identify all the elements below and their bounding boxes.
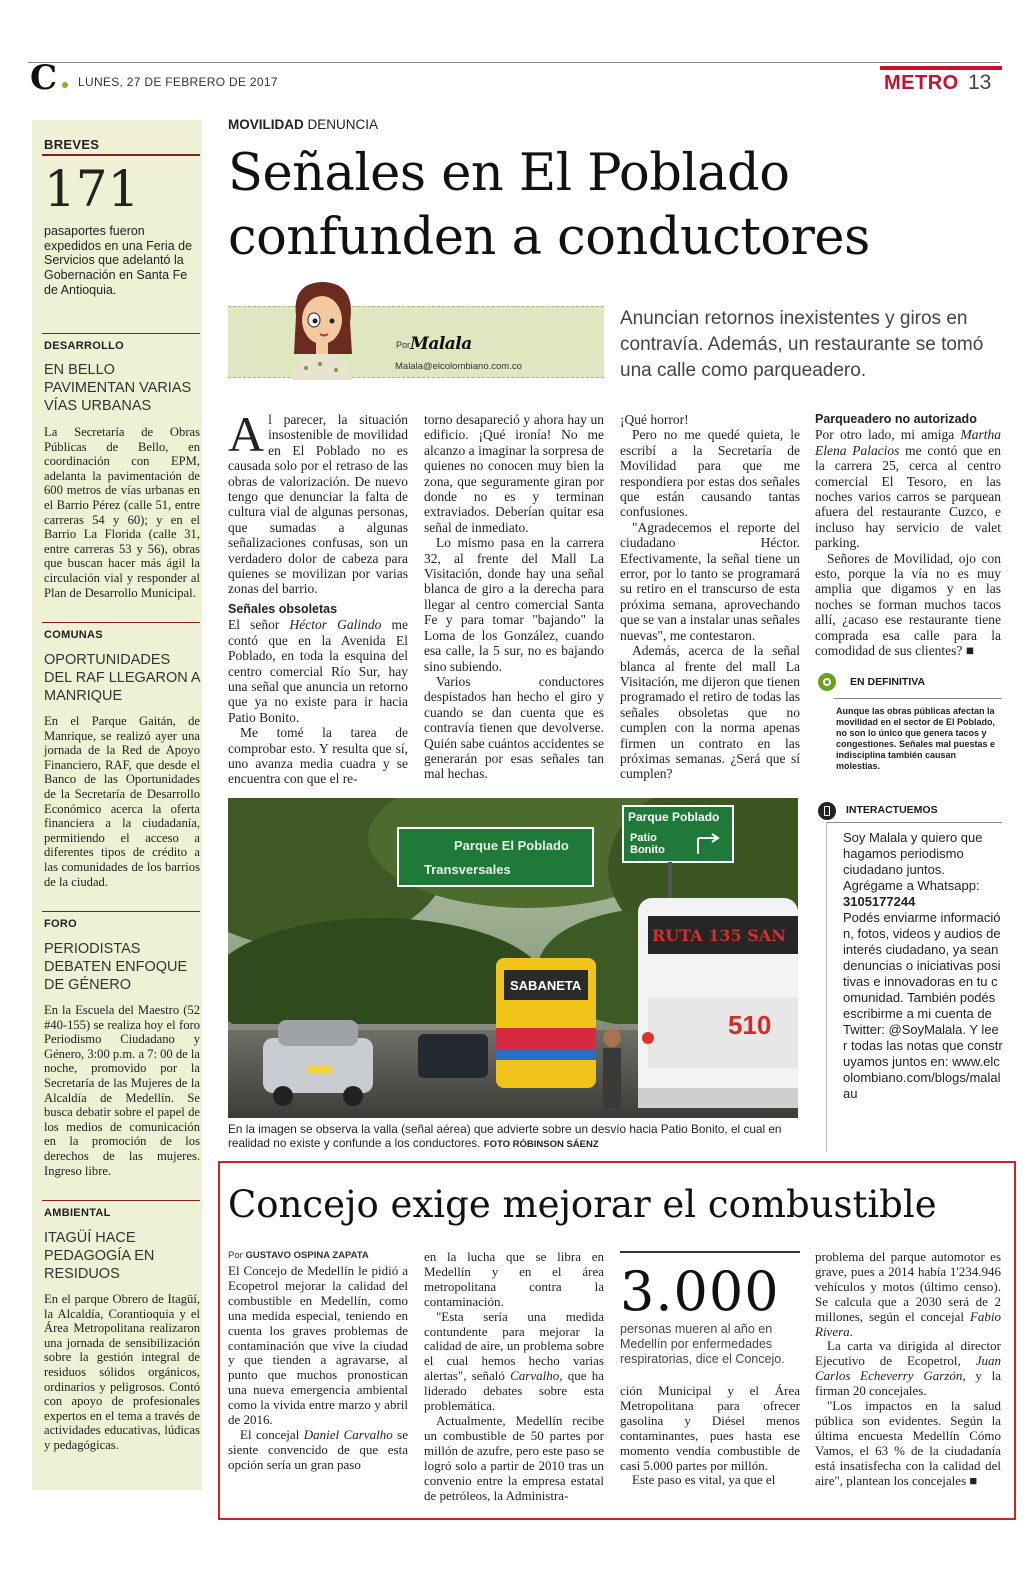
en-definitiva-rule	[834, 698, 1002, 699]
bus-label-sabaneta: SABANETA	[510, 978, 582, 993]
logo-dot-icon	[62, 82, 68, 88]
brief-body: En el parque Obrero de Itagüí, la Alcaldía, Corantioquia y el Área Metropolitana realizaron una jornada de sensibilización sobre la gestión integral de residuos sólidos orgánicos, ordinarios y peligrosos. Contó con apoyo de profesionales expertos en el tema a través de actividades educativas, lúdicas y pedagógicas.	[44, 1292, 200, 1452]
sign-text-bonito: Bonito	[630, 844, 665, 856]
kicker-section: MOVILIDAD	[228, 117, 304, 132]
paragraph-text: .	[849, 1323, 853, 1339]
paragraph-text: , y la firman 20 concejales.	[815, 1368, 1001, 1399]
interactuemos-text: Podés enviarme información, fotos, videos y audios de interés ciudadano, ya sean denuncias o iniciativas positivas e innovadoras en tu comunidad. También podés escribirme a mi cuenta de Twitter: @SoyMalala. Y leer todas las notas que construyamos juntos en: www.elcolombiano.com/blogs/malalau	[843, 910, 1003, 1101]
subheading: Parqueadero no autorizado	[815, 412, 977, 426]
paragraph-text: , que ha liderado debates sobre esta problemática.	[424, 1368, 604, 1414]
briefs-rule	[42, 154, 200, 156]
interactuemos-body	[843, 830, 1003, 1102]
paragraph: Señores de Movilidad, ojo con esto, porque la vía no es muy amplia que digamos y en las noches se forman muchos tacos allí, ¿acaso ese restaurante tiene comprada esa calle para la comodidad de sus clientes? ■	[815, 550, 1001, 659]
secondary-column-3	[620, 1384, 800, 1488]
malala-avatar-illustration	[282, 276, 362, 380]
page-number: 13	[968, 71, 992, 94]
brief-title: EN BELLO PAVIMENTAN VARIAS VÍAS URBANAS	[44, 362, 192, 414]
briefs-big-number: 171	[44, 160, 140, 218]
brief-title: ITAGÜÍ HACE PEDAGOGÍA EN RESIDUOS	[44, 1230, 155, 1282]
brief-title: OPORTUNIDADES DEL RAF LLEGARON A MANRIQUE	[44, 652, 200, 704]
brief-category: FORO	[44, 918, 77, 930]
byline-name: Malala	[410, 334, 472, 354]
paragraph-text: se siente convencido de que esta opción sería un gran paso	[228, 1426, 408, 1472]
byline-email: Malala@elcolombiano.com.co	[395, 361, 522, 372]
person-name: Daniel Carvalho	[303, 1426, 393, 1442]
paragraph-text: Por otro lado, mi amiga	[815, 427, 961, 443]
article-headline: Señales en El Poblado confunden a conductores	[228, 144, 870, 267]
article-column-3	[620, 412, 800, 782]
secondary-column-4	[815, 1250, 1001, 1489]
paragraph: Me tomé la tarea de comprobar esto. Y resulta que sí, uno avanza media cuadra y se encuentra con que el re-	[228, 725, 408, 787]
big-number: 3.000	[620, 1260, 780, 1323]
subheading: Señales obsoletas	[228, 601, 338, 616]
briefs-big-number-text: pasaportes fueron expedidos en una Feria de Servicios que adelantó la Gobernación en Santa Fe de Antioquia.	[44, 224, 193, 297]
big-number-rule	[620, 1251, 800, 1253]
byline-prefix: Por	[396, 340, 411, 350]
secondary-byline	[228, 1250, 369, 1261]
photo-caption	[228, 1122, 798, 1152]
paragraph-text: problema del parque automotor es grave, pues a 2014 había 1'234.946 vehículos y motos (último censo). Se calcula que a 2030 será de 2 millones, según el concejal	[815, 1249, 1001, 1324]
brief-rule	[42, 333, 200, 334]
paragraph: Actualmente, Medellín recibe un combustible de 50 partes por millón de azufre, pero este paso se logró solo a partir de 2010 tras un convenio entre la empresa estatal de petróleos, la Administra-	[424, 1412, 604, 1503]
brief-category: DESARROLLO	[44, 340, 124, 352]
paragraph: en la lucha que se libra en Medellín y en el área metropolitana contra la contaminación.	[424, 1249, 604, 1309]
paragraph: torno desapareció y ahora hay un edificio. ¡Qué ironía! No me alcanzo a imaginar la sorpresa de quienes no conocen muy bien la zona, que seguramente giran por donde no es y terminan extraviados. Deberían quitar esa señal de inmediato.	[424, 412, 604, 535]
sign-text-parque-poblado: Parque Poblado	[628, 810, 720, 824]
briefs-label: BREVES	[44, 137, 100, 152]
bus-number: 510	[728, 1010, 772, 1040]
brief-title: PERIODISTAS DEBATEN ENFOQUE DE GÉNERO	[44, 941, 188, 993]
secondary-headline: Concejo exige mejorar el combustible	[228, 1183, 937, 1226]
section-accent-bar	[880, 66, 1002, 70]
brief-category: COMUNAS	[44, 629, 103, 641]
phone-icon-screen	[824, 806, 830, 816]
drop-cap: A	[228, 406, 265, 462]
street-photo	[228, 798, 798, 1118]
article-kicker	[228, 117, 378, 132]
interactuemos-text: Soy Malala y quiero que hagamos periodismo ciudadano juntos. Agrégame a Whatsapp:	[843, 830, 983, 893]
en-definitiva-body: Aunque las obras públicas afectan la movilidad en el sector de El Poblado, no son lo único que genera tacos y congestiones. Señales mal puestas e indisciplina también causan molestias.	[836, 706, 996, 771]
paragraph: Pero no me quedé quieta, le escribí a la Secretaría de Movilidad para que me respondiera por estas dos señales que están causando tantas confusiones.	[620, 427, 800, 520]
en-definitiva-title: EN DEFINITIVA	[850, 676, 926, 688]
paragraph: "Agradecemos el reporte del ciudadano Héctor. Efectivamente, la señal tiene un error, por lo tanto se programará su retiro en el transcurso de esta próxima semana, aprovechando que se van a instalar unas señales nuevas", me contestaron.	[620, 519, 800, 643]
brief-body: La Secretaría de Obras Públicas de Bello, en coordinación con EPM, adelanta la pavimentación de 600 metros de vías urbanas en el Barrio Pérez (calle 51, entre carreras 54 y 60); y en el Barrio La Florida (calle 31, entre carreras 53 y 56), obras que buscan hacer más ágil la circulación vial y responder al Plan de Desarrollo Municipal.	[44, 425, 200, 600]
paragraph-text: "Esta sería una medida contundente para mejorar la calidad de aire, un problema sobre el cual hemos hecho varias alertas", señaló	[424, 1308, 604, 1384]
person-name: Martha Elena Palacios	[815, 427, 1001, 458]
en-definitiva-icon-inner	[823, 678, 831, 686]
paragraph-text: La carta va dirigida al director Ejecutivo de Ecopetrol,	[815, 1338, 1001, 1369]
bus-route-label: RUTA 135 SAN	[652, 926, 786, 945]
brief-rule	[42, 622, 200, 623]
paragraph: El Concejo de Medellín le pidió a Ecopetrol mejorar la calidad del combustible en Medellín, como una medida especial, teniendo en cuenta los graves problemas de contaminación que vive la ciudad y que tienden a agravarse, al punto que muchos pronostican una nueva emergencia ambiental como la vivida entre marzo y abril de 2016.	[228, 1263, 408, 1428]
interactuemos-rule	[826, 822, 1002, 823]
interactuemos-title: INTERACTUEMOS	[846, 804, 938, 816]
brief-rule	[42, 1200, 200, 1201]
person-name: Juan Carlos Echeverry Garzón	[815, 1353, 1001, 1384]
kicker-type: DENUNCIA	[307, 117, 379, 132]
paragraph-text: me contó que en la Avenida El Poblado, en toda la esquina del centro comercial Río Sur, hay una señal que anuncia un retorno que ya no existe para ir hacia Patio Bonito.	[228, 617, 408, 725]
paragraph: Este paso es vital, ya que el	[632, 1472, 776, 1488]
article-column-2	[424, 412, 604, 782]
person-name: Fabio Rivera	[815, 1308, 1001, 1339]
sign-text-transversales: Transversales	[424, 862, 511, 877]
byline-name: GUSTAVO OSPINA ZAPATA	[245, 1250, 369, 1261]
paragraph: ¡Qué horror!	[620, 412, 689, 427]
person-name: Héctor Galindo	[289, 617, 382, 633]
paragraph: ción Municipal y el Área Metropolitana para ofrecer gasolina y Diésel menos contaminantes, pues hasta ese momento vendía combustible de casi 5.000 partes por millón.	[620, 1383, 800, 1473]
paragraph: Varios conductores despistados han hecho el giro y cuando se dan cuenta que es contravía tienen que devolverse. Quién sabe cuántos accidentes se generarán por esas señales tan mal hechas.	[424, 673, 604, 782]
article-column-1	[228, 406, 408, 787]
header-rule	[28, 62, 1000, 63]
byline-prefix: Por	[228, 1250, 243, 1261]
paragraph-text: me contó que en la carrera 25, cerca al centro comercial El Tesoro, en las noches varios carros se parquean afuera del restaurante Cuzco, e incluso hay servicio de valet parking.	[815, 442, 1001, 551]
section-name: METRO	[884, 72, 959, 94]
issue-date: LUNES, 27 DE FEBRERO DE 2017	[78, 75, 278, 89]
photo-credit: FOTO RÓBINSON SÁENZ	[483, 1139, 599, 1150]
caption-text: En la imagen se observa la valla (señal aérea) que advierte sobre un desvío hacia Patio Bonito, el cual en realidad no existe y confunde a los conductores.	[228, 1122, 782, 1150]
brief-category: AMBIENTAL	[44, 1207, 111, 1219]
sign-text-patio: Patio	[630, 832, 657, 844]
whatsapp-number: 3105177244	[843, 894, 916, 909]
brief-body: En la Escuela del Maestro (52 #40-155) se realiza hoy el foro Periodismo Ciudadano y Género, 3:00 p.m. a 7: 00 de la noche, promovido por la Secretaría de las Mujeres de la Alcaldía de Medellín. Se busca debatir sobre el papel de los medios de comunicación en la promoción de los derechos de las mujeres. Ingreso libre.	[44, 1003, 200, 1178]
big-number-text: personas mueren al año en Medellín por enfermedades respiratorias, dice el Concejo.	[620, 1322, 785, 1366]
sign-text-el-poblado: Parque El Poblado	[454, 838, 569, 853]
newspaper-logo: C	[30, 58, 58, 98]
secondary-column-2	[424, 1250, 604, 1503]
brief-body: En el Parque Gaitán, de Manrique, se realizó ayer una jornada de la Red de Apoyo Financiero, RAF, que desde el Banco de las Oportunidades de la Secretaría de Desarrollo Económico acerca la oferta financiera a la ciudadanía, permitiendo el acceso a diferentes tipos de crédito a las comunidades de los barrios de la ciudad.	[44, 714, 200, 889]
article-column-4	[815, 412, 1001, 659]
paragraph-text: El señor	[228, 617, 290, 633]
brief-rule	[42, 911, 200, 912]
paragraph-text: El concejal	[240, 1426, 304, 1442]
paragraph: "Los impactos en la salud pública son evidentes. Según la última encuesta Medellín Cómo Vamos, el 63 % de la ciudadanía está insatisfecha con la calidad del aire", plantean los concejales ■	[815, 1398, 1001, 1488]
paragraph: Lo mismo pasa en la carrera 32, al frente del Mall La Visitación, donde hay una señal blanca de giro a la derecha para llegar al centro comercial Santa Fe y para tomar "bajando" la Loma de los González, cuando esa calle, la 5 sur, no es bajando sino subiendo.	[424, 535, 604, 674]
paragraph: Además, acerca de la señal blanca al frente del mall La Visitación, me dijeron que tienen programado el retiro de todas las señales obsoletas que no cumplen con la norma apenas firmen un contrato en las próximas semanas. ¿Será que sí cumplen?	[620, 643, 800, 782]
person-name: Carvalho	[510, 1368, 560, 1384]
secondary-column-1	[228, 1264, 408, 1473]
interactuemos-side-rule	[826, 822, 827, 1152]
article-deck: Anuncian retornos inexistentes y giros en contravía. Además, un restaurante se tomó una calle como parqueadero.	[620, 308, 984, 381]
paragraph: l parecer, la situación insostenible de movilidad en El Poblado no es causada solo por el retraso de las obras de valorización. De nuevo tengo que denunciar la falta de cultura vial de algunas personas, que sumadas a algunas señalizaciones confusas, son un verdadero dolor de cabeza para quienes se movilizan por varias zonas del barrio.	[228, 412, 408, 597]
